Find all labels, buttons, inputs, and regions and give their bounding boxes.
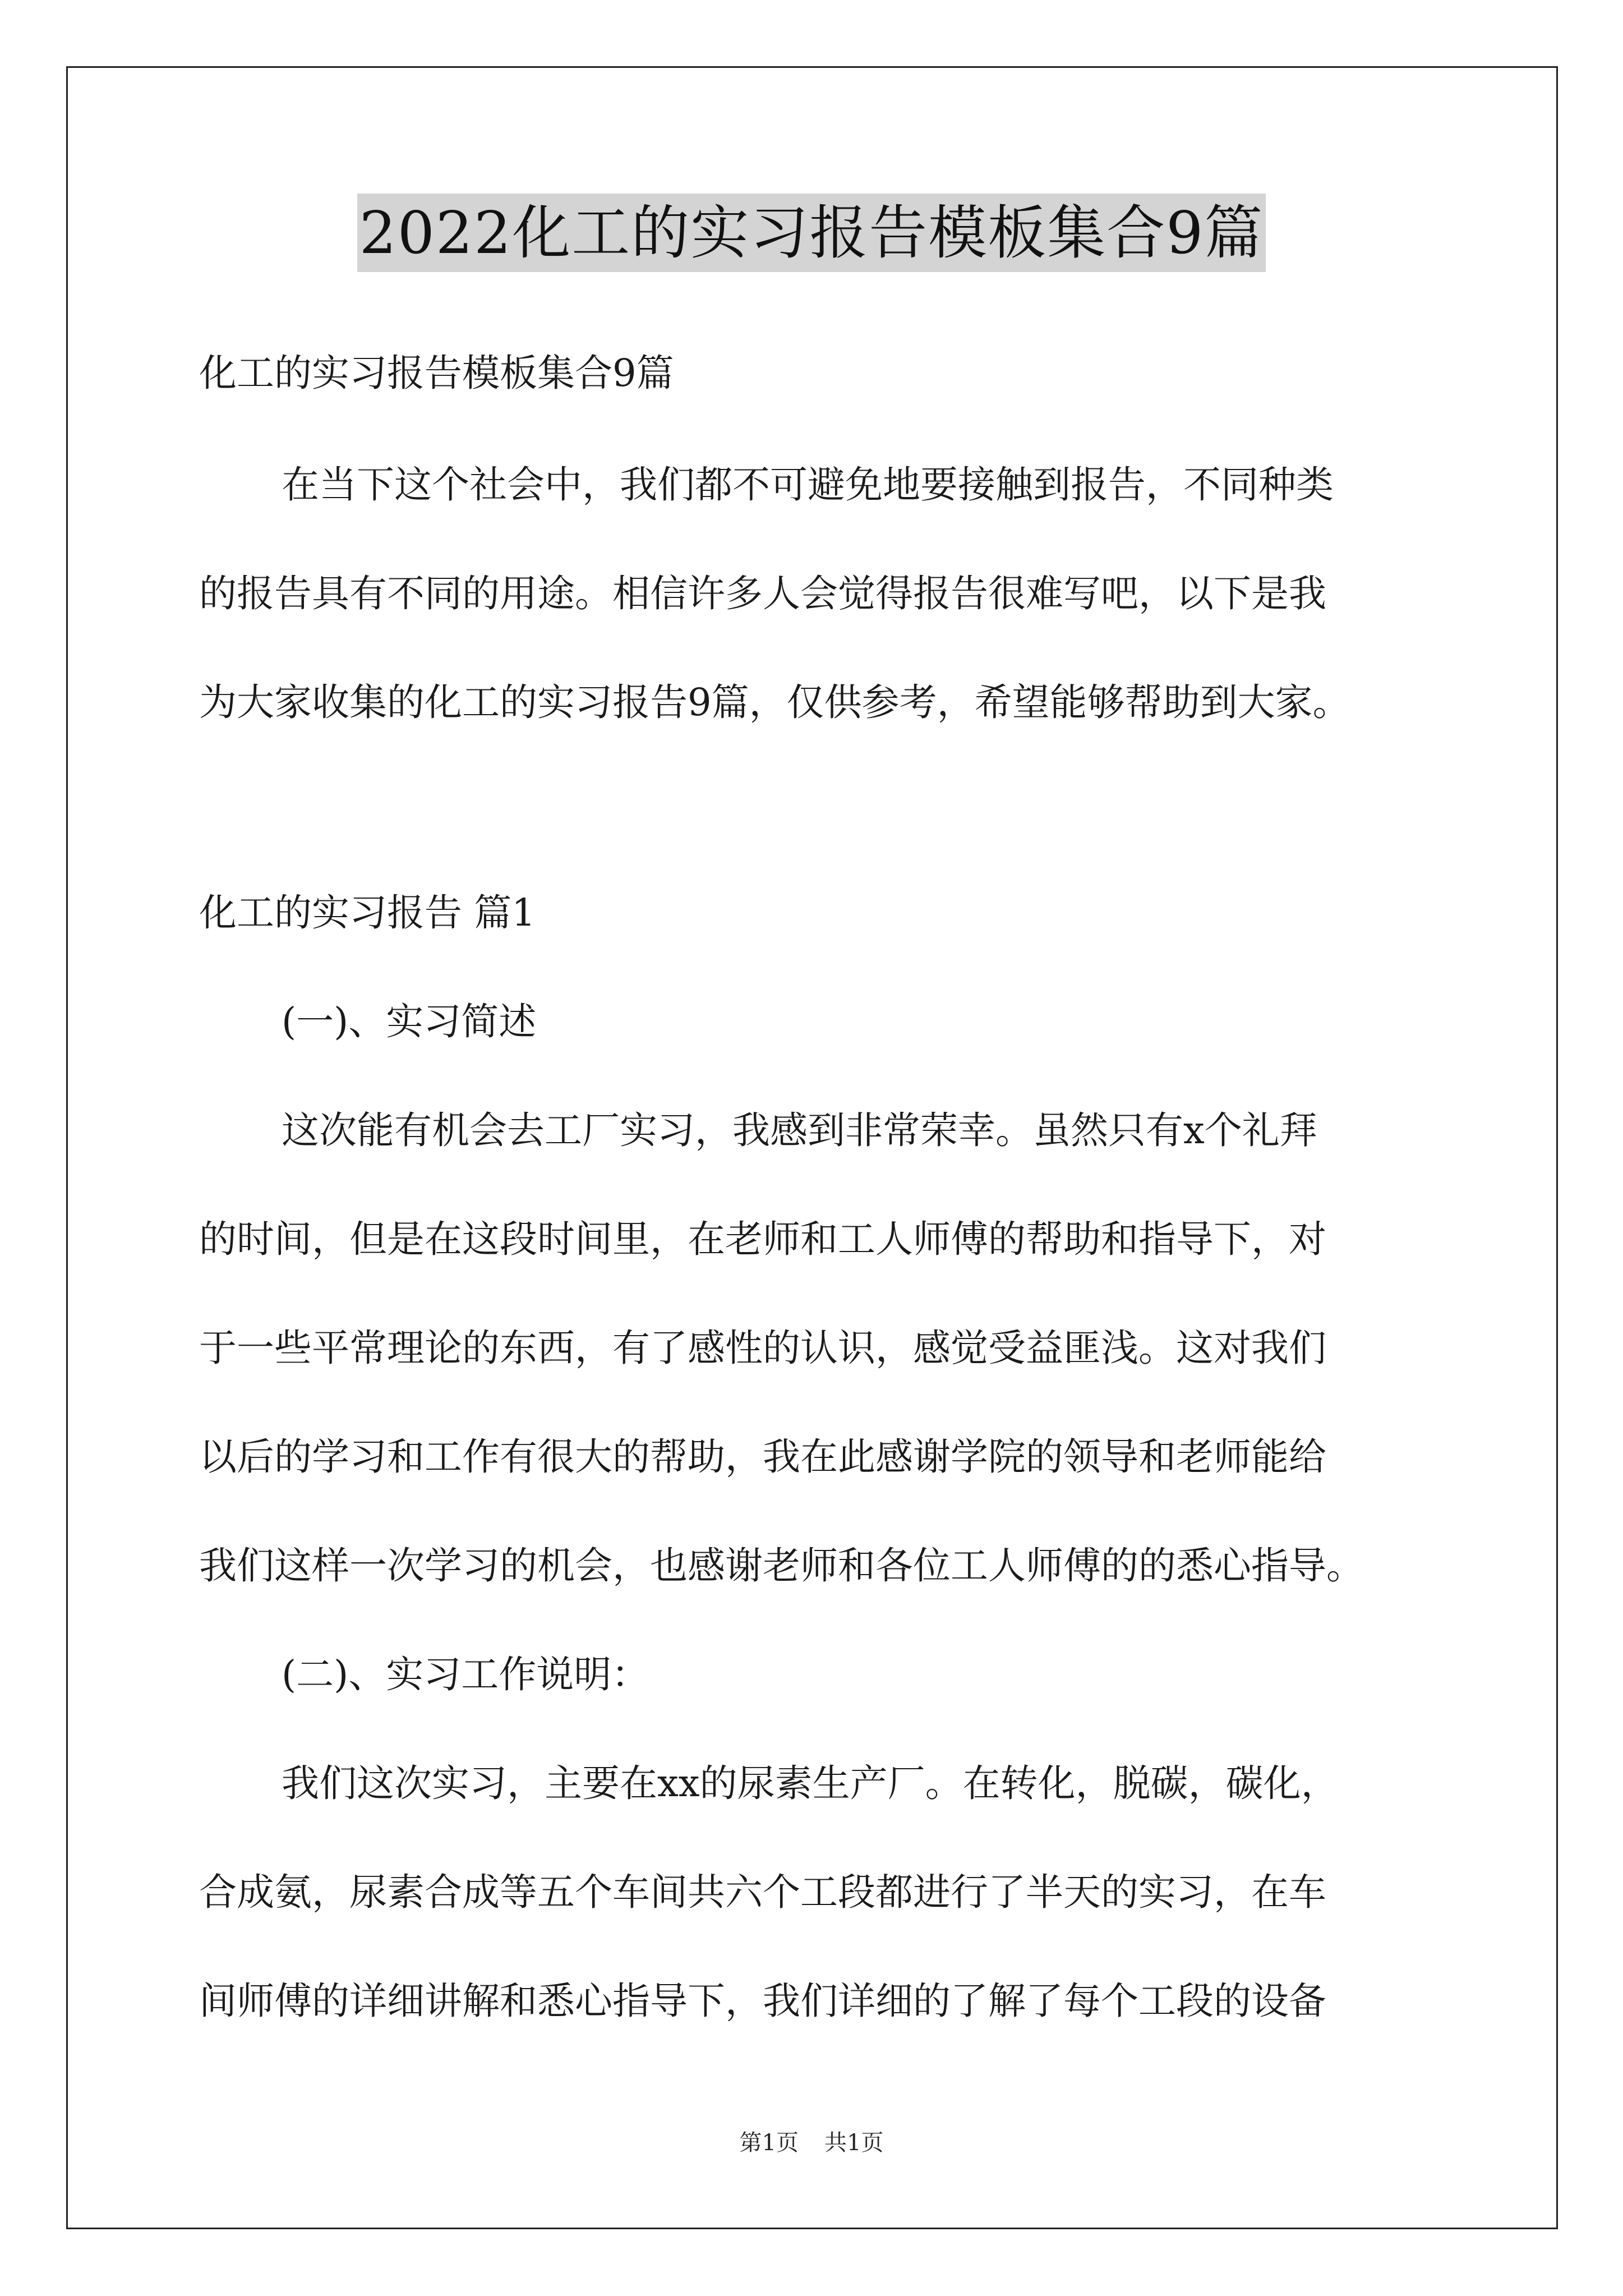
body-line-8: 间师傅的详细讲解和悉心指导下，我们详细的了解了每个工段的设备 xyxy=(199,1979,1326,2023)
body-line-5: 我们这样一次学习的机会，也感谢老师和各位工人师傅的的悉心指导。 xyxy=(199,1544,1364,1588)
page-total: 共1页 xyxy=(824,2130,884,2156)
body-line-4: 以后的学习和工作有很大的帮助，我在此感谢学院的领导和老师能给 xyxy=(199,1435,1326,1479)
page-footer xyxy=(0,2129,1623,2157)
subheading-1: (一)、实习简述 xyxy=(282,1000,537,1043)
body-line-7: 合成氨，尿素合成等五个车间共六个工段都进行了半天的实习，在车 xyxy=(199,1870,1326,1914)
body-line-2: 的时间，但是在这段时间里，在老师和工人师傅的帮助和指导下，对 xyxy=(199,1217,1326,1261)
subheading-2: (二)、实习工作说明： xyxy=(282,1653,649,1696)
body-line-3: 于一些平常理论的东西，有了感性的认识，感觉受益匪浅。这对我们 xyxy=(199,1326,1326,1370)
body-line-1: 这次能有机会去工厂实习，我感到非常荣幸。虽然只有x个礼拜 xyxy=(282,1108,1317,1152)
title-block xyxy=(0,194,1623,272)
body-line-6: 我们这次实习，主要在xx的尿素生产厂。在转化，脱碳，碳化， xyxy=(282,1761,1339,1805)
intro-line-1: 在当下这个社会中，我们都不可避免地要接触到报告，不同种类 xyxy=(282,463,1334,507)
section-heading: 化工的实习报告 篇1 xyxy=(199,891,536,935)
document-title: 2022化工的实习报告模板集合9篇 xyxy=(357,194,1266,272)
page-number: 第1页 xyxy=(739,2130,799,2156)
subtitle-line: 化工的实习报告模板集合9篇 xyxy=(199,351,674,395)
intro-line-3: 为大家收集的化工的实习报告9篇，仅供参考，希望能够帮助到大家。 xyxy=(199,680,1350,724)
intro-line-2: 的报告具有不同的用途。相信许多人会觉得报告很难写吧，以下是我 xyxy=(199,572,1326,615)
